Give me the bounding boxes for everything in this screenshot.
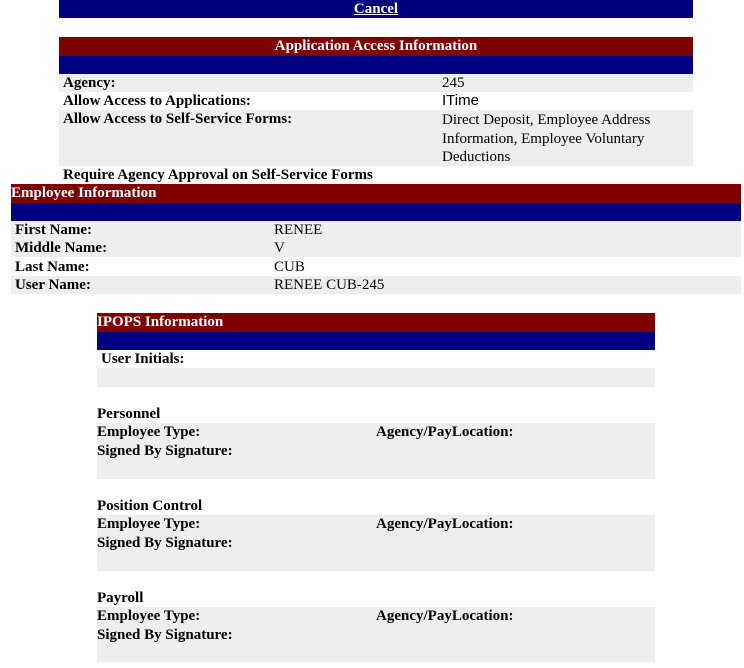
ipops-header: IPOPS Information [97, 313, 655, 332]
ipops-bar [97, 332, 655, 350]
user-name-label: User Name: [15, 277, 91, 293]
last-name-value: CUB [274, 259, 305, 275]
require-approval-label: Require Agency Approval on Self-Service Forms [63, 167, 373, 183]
app-access-bar [59, 56, 693, 74]
apps-label: Allow Access to Applications: [63, 93, 251, 109]
last-name-label: Last Name: [15, 259, 90, 275]
payroll-employee-type-label: Employee Type: [97, 608, 201, 624]
first-name-label: First Name: [15, 222, 93, 238]
personnel-employee-type-label: Employee Type: [97, 424, 201, 440]
user-name-value: RENEE CUB-245 [274, 277, 385, 293]
first-name-row [11, 221, 741, 239]
forms-label: Allow Access to Self-Service Forms: [63, 111, 293, 127]
position-control-employee-type-label: Employee Type: [97, 516, 201, 532]
employee-bar [11, 203, 741, 221]
personnel-signed-by-label: Signed By Signature: [97, 443, 233, 459]
middle-name-label: Middle Name: [15, 240, 108, 256]
user-initials-field [97, 368, 655, 387]
agency-value: 245 [442, 75, 465, 91]
middle-name-row [11, 239, 741, 257]
last-name-row [11, 258, 741, 276]
employee-header: Employee Information [11, 184, 741, 203]
agency-row [59, 74, 693, 92]
payroll-signed-by-label: Signed By Signature: [97, 627, 233, 643]
agency-label: Agency: [63, 75, 116, 91]
personnel-block [97, 423, 655, 479]
payroll-agency-pay-label: Agency/PayLocation: [376, 608, 514, 624]
payroll-block [97, 607, 655, 662]
personnel-agency-pay-label: Agency/PayLocation: [376, 424, 514, 440]
user-name-row [11, 276, 741, 294]
section-heading-position-control: Position Control [97, 498, 203, 514]
position-control-agency-pay-label: Agency/PayLocation: [376, 516, 514, 532]
forms-row [59, 110, 693, 166]
position-control-block [97, 515, 655, 571]
user-initials-label: User Initials: [101, 351, 185, 367]
cancel-bar [59, 0, 693, 18]
forms-value: Direct Deposit, Employee Address Information, Employee Voluntary Deductions [442, 112, 651, 165]
apps-row [59, 92, 693, 110]
app-access-header: Application Access Information [59, 37, 693, 56]
position-control-signed-by-label: Signed By Signature: [97, 535, 233, 551]
apps-value: ITime [442, 92, 479, 109]
section-heading-personnel: Personnel [97, 406, 161, 422]
middle-name-value: V [274, 240, 285, 256]
section-heading-payroll: Payroll [97, 590, 144, 606]
first-name-value: RENEE [274, 222, 323, 238]
cancel-link[interactable]: Cancel [353, 1, 399, 17]
